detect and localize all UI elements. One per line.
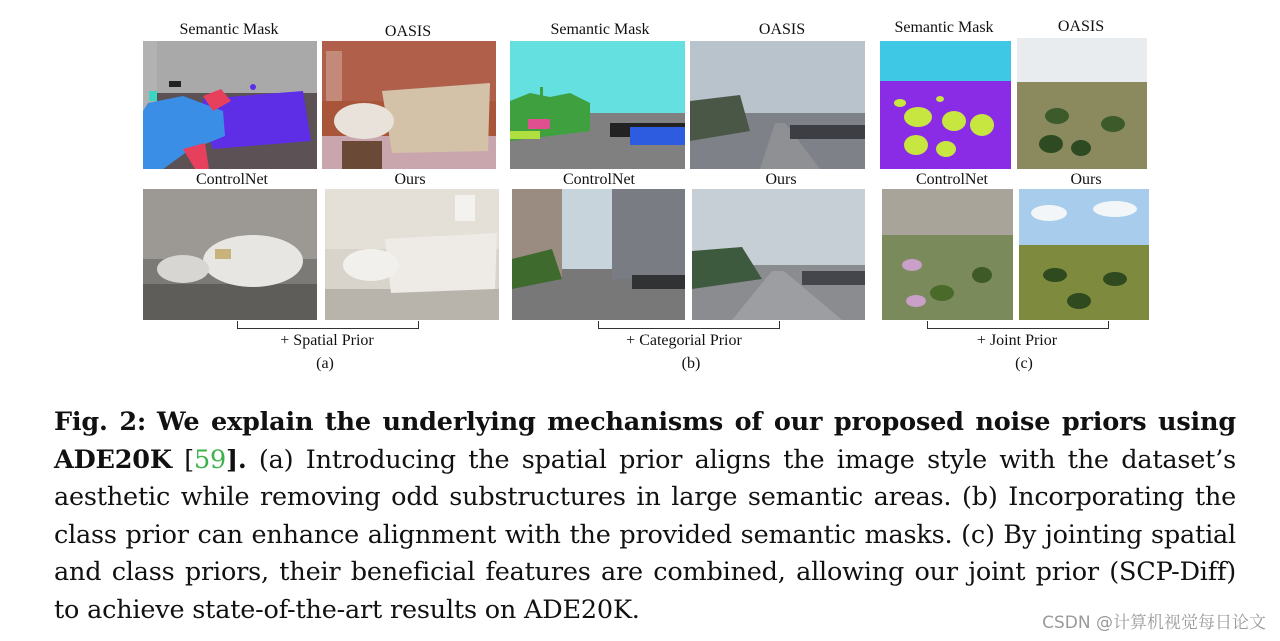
image-a-controlnet <box>143 189 317 320</box>
caption-bold-text: We explain the underlying mechanisms of our proposed noise priors using ADE20K <box>54 407 1236 475</box>
image-c-semantic-mask <box>880 41 1011 169</box>
label-c-controlnet: ControlNet <box>916 171 988 188</box>
image-b-oasis <box>690 41 865 169</box>
image-a-semantic-mask <box>143 41 317 169</box>
label-b-controlnet: ControlNet <box>563 171 635 188</box>
sub-label-b: (b) <box>681 355 701 372</box>
bracket-a <box>237 321 419 329</box>
caption-cite-open: [ <box>184 444 194 475</box>
prior-label-c: + Joint Prior <box>976 332 1058 349</box>
label-b-ours: Ours <box>765 171 797 188</box>
caption-body-text: (a) Introducing the spatial prior aligns the image style with the dataset’s aesthetic while removing odd substructures in large semantic areas. (b) Incorporating the class prior can enhance alignment with the provided semantic masks. (c) By jointing spatial and class priors, their beneficial features are combined, allowing our joint prior (SCP-Diff) to achieve state-of-the-art results on ADE20K. <box>54 444 1236 625</box>
label-a-oasis: OASIS <box>384 23 432 40</box>
sub-label-a: (a) <box>316 355 334 372</box>
image-b-controlnet <box>512 189 685 320</box>
figure-caption <box>54 404 1236 630</box>
label-a-ours: Ours <box>394 171 426 188</box>
label-c-ours: Ours <box>1070 171 1102 188</box>
caption-fig-label: Fig. 2: <box>54 407 147 437</box>
label-c-oasis: OASIS <box>1057 18 1105 35</box>
label-a-semantic-mask: Semantic Mask <box>179 21 279 38</box>
label-b-oasis: OASIS <box>758 21 806 38</box>
prior-label-a: + Spatial Prior <box>280 332 374 349</box>
prior-label-b: + Categorial Prior <box>626 332 742 349</box>
image-c-oasis <box>1017 38 1147 169</box>
citation-link[interactable]: 59 <box>193 444 226 475</box>
sub-label-c: (c) <box>1015 355 1033 372</box>
image-c-controlnet <box>882 189 1013 320</box>
label-b-semantic-mask: Semantic Mask <box>550 21 650 38</box>
watermark: CSDN @计算机视觉每日论文 <box>1042 613 1266 633</box>
image-a-oasis <box>322 41 496 169</box>
image-b-ours <box>692 189 865 320</box>
image-c-ours <box>1019 189 1149 320</box>
bracket-b <box>598 321 780 329</box>
caption-cite-close: ]. <box>226 444 247 475</box>
label-a-controlnet: ControlNet <box>196 171 268 188</box>
bracket-c <box>927 321 1109 329</box>
image-a-ours <box>325 189 499 320</box>
label-c-semantic-mask: Semantic Mask <box>894 19 994 36</box>
image-b-semantic-mask <box>510 41 685 169</box>
